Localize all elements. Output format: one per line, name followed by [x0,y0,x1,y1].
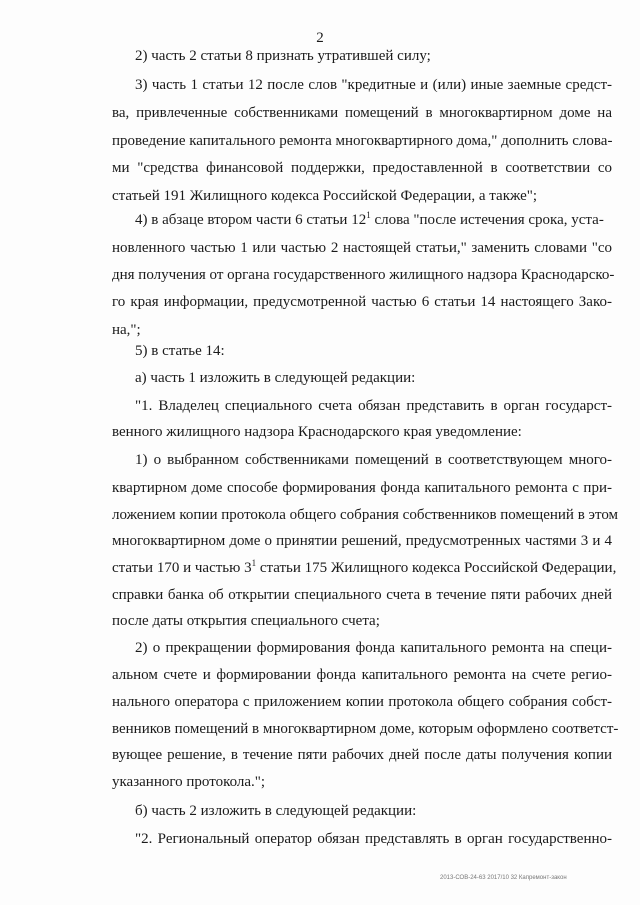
text-line: нального оператора с приложением копии протокола общего собрания собст- [112,694,612,710]
text-fragment: статьи 170 и частью 3 [112,560,252,576]
text-line: на,"; [112,322,141,338]
text-line: дня получения от органа государственного жилищного надзора Краснодарско- [112,267,615,283]
text-line: указанного протокола."; [112,774,266,790]
text-line: статьей 191 Жилищного кодекса Российской Федерации, а также"; [112,188,538,204]
text-line: новленного частью 1 или частью 2 настоящей статьи," заменить словами "со [112,240,612,256]
text-line: венного жилищного надзора Краснодарского края уведомление: [112,424,522,440]
text-fragment: слова "после истечения срока, уста- [370,212,604,228]
text-fragment: 4) в абзаце втором части 6 статьи 12 [135,212,367,228]
text-line: многоквартирном доме о принятии решений, предусмотренных частями 3 и 4 [112,533,612,549]
text-line-subitem-1: 1) о выбранном собственниками помещений в соответствующем много- [135,452,612,468]
text-line-item-5: 5) в статье 14: [135,343,225,359]
superscript: 1 [366,210,371,220]
text-line: ми "средства финансовой поддержки, предоставленной в соответствии со [112,160,612,176]
text-line-item-4 [135,211,612,229]
text-line: альном счете и формировании фонда капитального ремонта на счете регио- [112,667,612,683]
text-line: проведение капитального ремонта многоквартирного дома," дополнить слова- [112,133,613,149]
superscript: 1 [251,558,257,568]
text-line-quote-1: "1. Владелец специального счета обязан представить в орган государст- [135,398,612,414]
text-line [112,558,617,577]
page-number: 2 [316,30,324,46]
text-line-item-2: 2) часть 2 статьи 8 признать утратившей силу; [135,48,431,64]
text-line-item-a: а) часть 1 изложить в следующей редакции: [135,370,416,386]
text-line-quote-2: "2. Региональный оператор обязан представлять в орган государственно- [135,831,612,847]
text-line-item-3: 3) часть 1 статьи 12 после слов "кредитные и (или) иные заемные средст- [135,77,612,93]
text-line-subitem-2: 2) о прекращении формирования фонда капитального ремонта на специ- [135,640,612,656]
footer-document-code: 2013-СОВ-24-63 2017/10 32 Капремонт-закон [440,875,567,881]
text-line: венников помещений в многоквартирном доме, которым оформлено соответст- [112,721,619,737]
text-line-item-b: б) часть 2 изложить в следующей редакции: [135,803,417,819]
text-line: после даты открытия специального счета; [112,613,380,629]
text-line: ва, привлеченные собственниками помещений в многоквартирном доме на [112,105,612,121]
text-line: ложением копии протокола общего собрания собственников помещений в этом [112,507,619,523]
text-line: справки банка об открытии специального счета в течение пяти рабочих дней [112,587,612,603]
text-fragment: статьи 175 Жилищного кодекса Российской Федерации, [256,560,617,576]
text-line: вующее решение, в течение пяти рабочих дней после даты получения копии [112,747,612,763]
text-line: квартирном доме способе формирования фонда капитального ремонта с при- [112,480,612,496]
text-line: го края информации, предусмотренной частью 6 статьи 14 настоящего Зако- [112,294,612,310]
